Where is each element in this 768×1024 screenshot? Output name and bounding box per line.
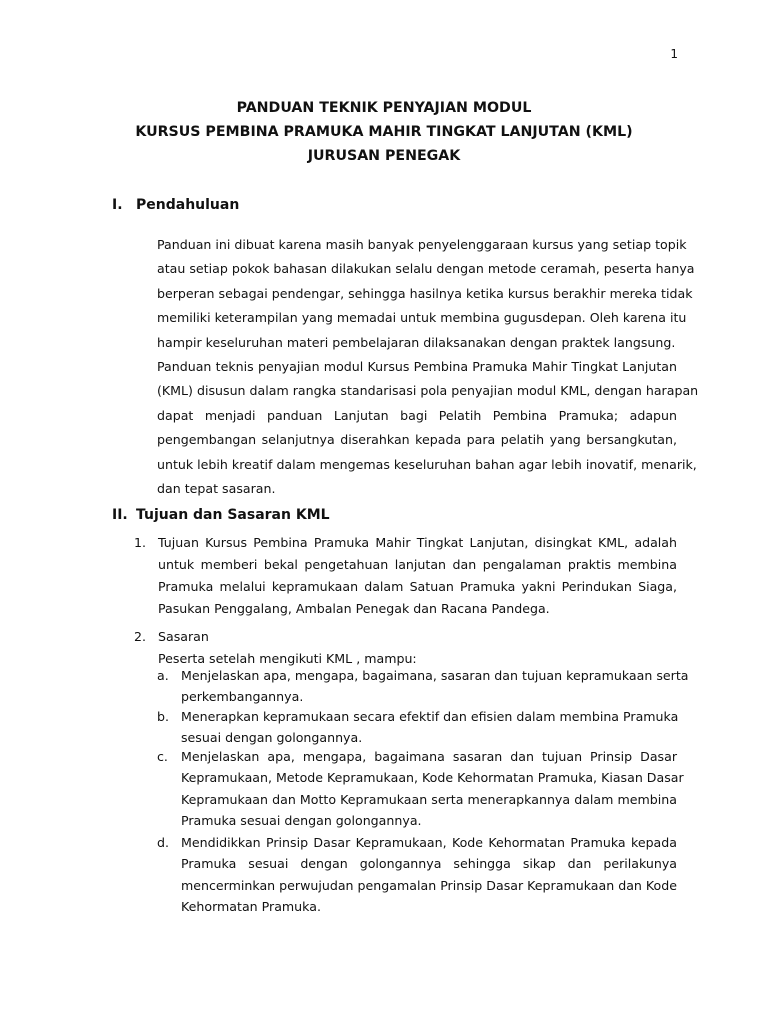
text-line: Pramuka sesuai dengan golongannya.	[181, 813, 422, 829]
text-line: Menjelaskan apa, mengapa, bagaimana, sasaran dan tujuan kepramukaan serta	[181, 668, 689, 683]
sub-item-c	[157, 746, 684, 832]
sub-item-a	[157, 665, 689, 708]
text-line: dan tepat sasaran.	[157, 481, 276, 497]
text-line: Pasukan Penggalang, Ambalan Penegak dan Racana Pandega.	[158, 601, 550, 616]
title-line-3: JURUSAN PENEGAK	[307, 148, 461, 164]
intro-paragraph-1	[157, 233, 695, 355]
list-item-intro: Peserta setelah mengikuti KML , mampu:	[158, 651, 417, 666]
text-line: perkembangannya.	[181, 689, 304, 705]
text-line: Kehormatan Pramuka.	[181, 899, 321, 915]
text-line: (KML) disusun dalam rangka standarisasi pola penyajian modul KML, dengan harapan	[157, 383, 699, 399]
text-line: untuk memberi bekal pengetahuan lanjutan dan pengalaman praktis membina	[158, 557, 677, 572]
text-line: untuk lebih kreatif dalam mengemas keseluruhan bahan agar lebih inovatif, menarik,	[157, 456, 697, 472]
text-line: berperan sebagai pendengar, sehingga hasilnya ketika kursus berakhir mereka tidak	[157, 285, 693, 301]
section-2-heading	[112, 507, 330, 523]
text-line: Menerapkan kepramukaan secara efektif dan efisien dalam membina Pramuka	[181, 709, 679, 724]
section-2-title: Tujuan dan Sasaran KML	[136, 507, 330, 523]
intro-paragraph-2	[157, 355, 699, 501]
sub-marker: b.	[157, 709, 169, 724]
text-line: atau setiap pokok bahasan dilakukan selalu dengan metode ceramah, peserta hanya	[157, 261, 695, 277]
list-item-2	[134, 626, 677, 670]
list-item-label: Sasaran	[158, 629, 209, 644]
document-title	[0, 96, 768, 168]
sub-marker: a.	[157, 668, 169, 683]
text-line: Kepramukaan dan Motto Kepramukaan serta menerapkannya dalam membina	[181, 791, 677, 807]
text-line: memiliki keterampilan yang memadai untuk membina gugusdepan. Oleh karena itu	[157, 310, 687, 326]
text-line: mencerminkan perwujudan pengamalan Prinsip Dasar Kepramukaan dan Kode	[181, 877, 677, 893]
sub-marker: c.	[157, 749, 168, 764]
section-1-title: Pendahuluan	[136, 197, 240, 213]
text-line: dapat menjadi panduan Lanjutan bagi Pelatih Pembina Pramuka; adapun	[157, 407, 677, 423]
text-line: Panduan teknis penyajian modul Kursus Pembina Pramuka Mahir Tingkat Lanjutan	[157, 359, 677, 374]
title-line-2: KURSUS PEMBINA PRAMUKA MAHIR TINGKAT LANJUTAN (KML)	[135, 124, 633, 140]
text-line: Pramuka sesuai dengan golongannya sehingga sikap dan perilakunya	[181, 856, 677, 872]
text-line: Menjelaskan apa, mengapa, bagaimana sasaran dan tujuan Prinsip Dasar	[181, 749, 677, 764]
text-line: pengembangan selanjutnya diserahkan kepada para pelatih yang bersangkutan,	[157, 432, 677, 448]
section-2-number: II.	[112, 507, 128, 523]
text-line: hampir keseluruhan materi pembelajaran dilaksanakan dengan praktek langsung.	[157, 334, 676, 350]
sub-item-b	[157, 706, 677, 749]
list-item-1	[134, 532, 677, 620]
text-line: Panduan ini dibuat karena masih banyak penyelenggaraan kursus yang setiap topik	[157, 237, 687, 252]
sub-item-d	[157, 832, 677, 918]
section-1-number: I.	[112, 197, 123, 213]
text-line: Kepramukaan, Metode Kepramukaan, Kode Kehormatan Pramuka, Kiasan Dasar	[181, 770, 684, 786]
title-line-1: PANDUAN TEKNIK PENYAJIAN MODUL	[236, 100, 532, 116]
text-line: sesuai dengan golongannya.	[181, 730, 363, 746]
page-number: 1	[670, 47, 678, 61]
text-line: Pramuka melalui kepramukaan dalam Satuan Pramuka yakni Perindukan Siaga,	[158, 579, 677, 594]
sub-marker: d.	[157, 835, 169, 850]
text-line: Tujuan Kursus Pembina Pramuka Mahir Tingkat Lanjutan, disingkat KML, adalah	[158, 535, 677, 550]
text-line: Mendidikkan Prinsip Dasar Kepramukaan, Kode Kehormatan Pramuka kepada	[181, 835, 677, 850]
list-marker: 1.	[134, 535, 147, 550]
section-1-heading	[112, 197, 239, 213]
list-marker: 2.	[134, 629, 147, 644]
